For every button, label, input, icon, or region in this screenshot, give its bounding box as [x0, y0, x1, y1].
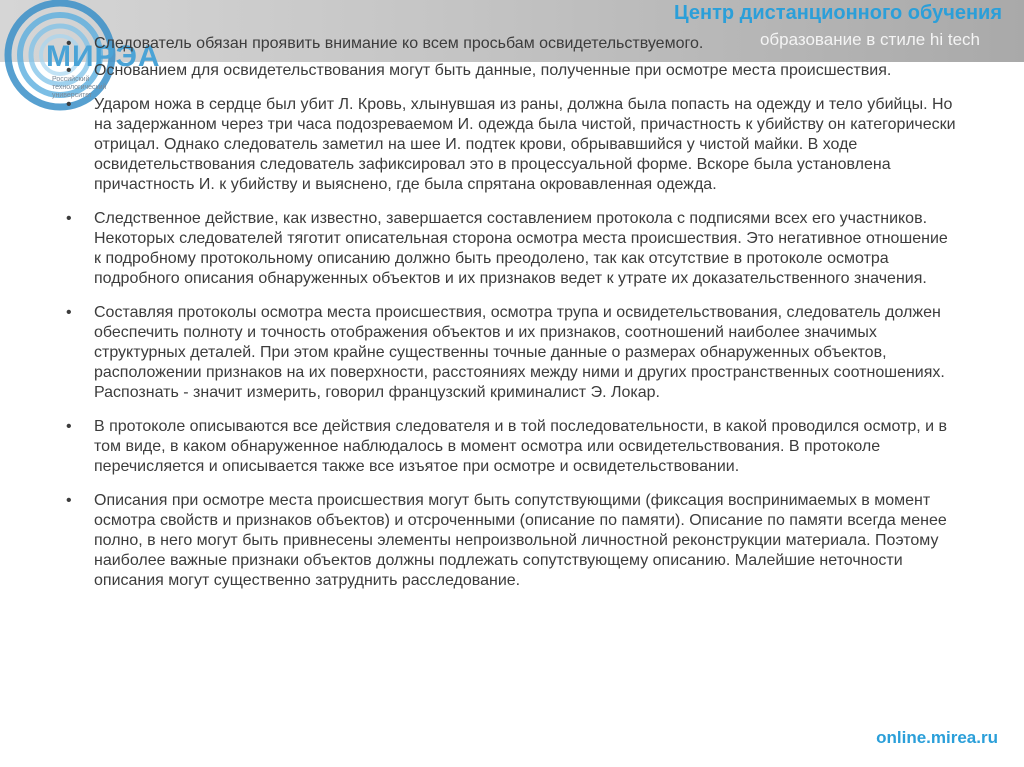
bullet-item: • Следователь обязан проявить внимание ко всем просьбам освидетельствуемого.: [66, 34, 956, 54]
bullet-item: • Следственное действие, как известно, завершается составлением протокола с подписями всех его участников. Некоторых следователей тяготит описательная сторона осмотра места происшествия. Это негативное отношение к подробному протокольному описанию должно быть преодолено, так как отсутствие в протоколе осмотра подробного описания обнаруженных объектов и их признаков ведет к утрате их доказательственного значения.: [66, 209, 956, 289]
logo-text: МИРЭА: [46, 40, 161, 73]
header-title: Центр дистанционного обучения: [674, 2, 1002, 24]
bullet-item: • В протоколе описываются все действия следователя и в той последовательности, в какой проводился осмотр, и в том виде, в каком обнаруженное наблюдалось в момент осмотра или освидетельствования. В протоколе перечисляется и описывается также все изъятое при осмотре и освидетельствовании.: [66, 417, 956, 477]
header-subtitle: образование в стиле hi tech: [759, 30, 980, 49]
bullet-item: • Основанием для освидетельствования могут быть данные, полученные при осмотре места происшествия.: [66, 61, 956, 81]
bullet-item: • Составляя протоколы осмотра места происшествия, осмотра трупа и освидетельствования, следователь должен обеспечить полноту и точность отображения объектов и их признаков, соотношений наиболее значимых структурных деталей. При этом крайне существенны точные данные о размерах обнаруженных объектов, расположении признаков на их поверхности, расстояниях между ними и других пространственных соотношениях. Распознать - значит измерить, говорил французский криминалист Э. Локар.: [66, 303, 956, 403]
bullet-item: • Описания при осмотре места происшествия могут быть сопутствующими (фиксация воспринимаемых в момент осмотра свойств и признаков объектов) и отсроченными (описание по памяти). Описание по памяти всегда менее полно, в него могут быть привнесены элементы непроизвольной личностной реконструкции материала. Поэтому наиболее важные признаки объектов должны подлежать сопутствующему описанию. Малейшие неточности описания могут существенно затруднить расследование.: [66, 491, 956, 591]
bullet-list: [66, 34, 956, 605]
footer-url: online.mirea.ru: [876, 728, 998, 747]
bullet-item: • Ударом ножа в сердце был убит Л. Кровь, хлынувшая из раны, должна была попасть на одежду и тело убийцы. Но на задержанном через три часа подозреваемом И. одежда была чистой, причастность к убийству он категорически отрицал. Однако следователь заметил на шее И. подтек крови, обрывавшийся у чистой майки. В ходе освидетельствования следователь зафиксировал это в процессуальной форме. Вскоре была установлена причастность И. к убийству и выяснено, где была спрятана окровавленная одежда.: [66, 95, 956, 195]
logo-subtext: Российский технологический университет: [52, 76, 107, 99]
